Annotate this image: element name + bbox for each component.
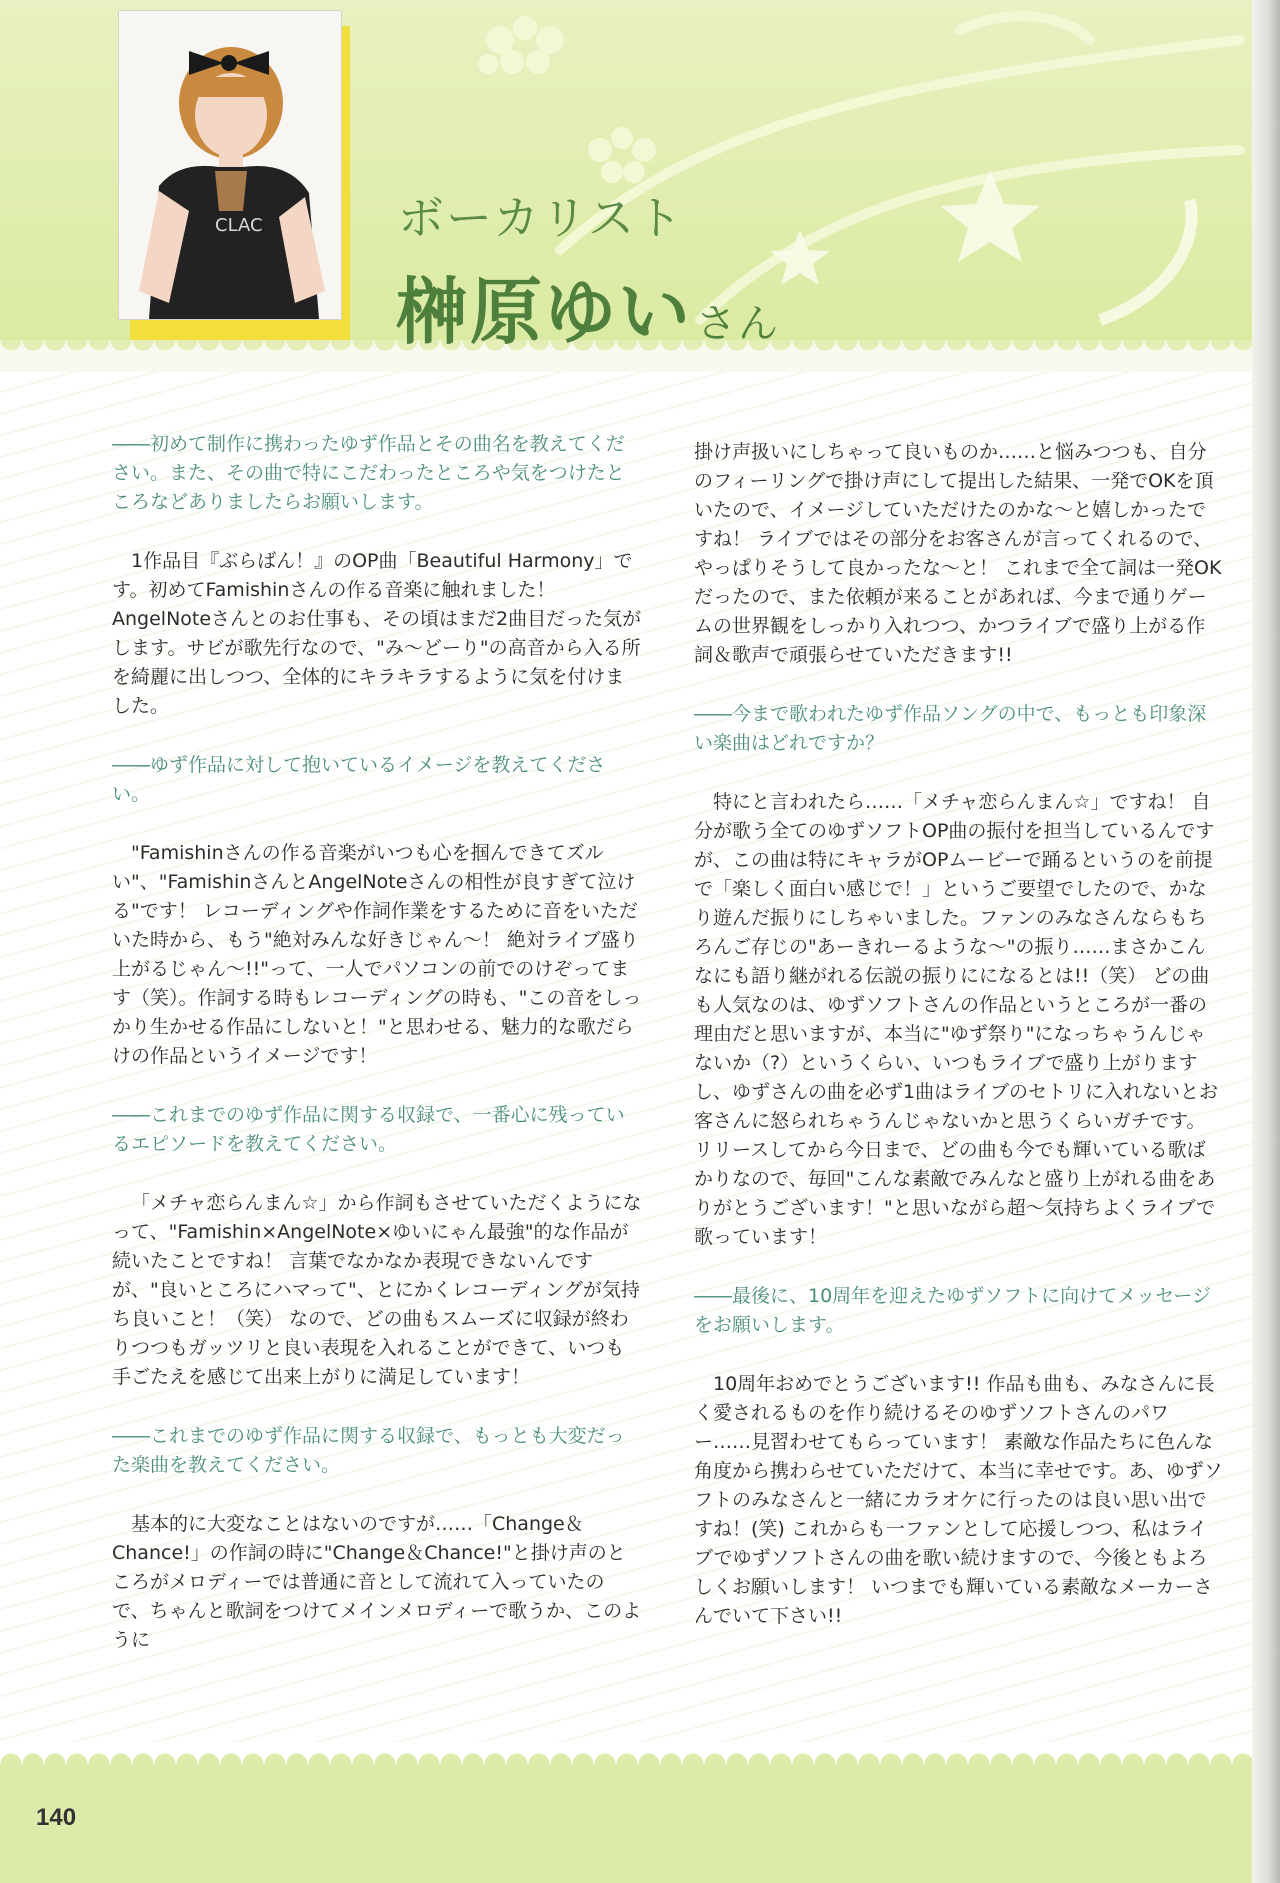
left-column — [112, 430, 642, 1685]
interview-answer: 10周年おめでとうございます!! 作品も曲も、みなさんに長く愛されるものを作り続けるそのゆずソフトさんのパワー……見習わせてもらっています！ 素敵な作品たちに色んな角度から携わらせていただけて、本当に幸せです。あ、ゆずソフトのみなさんと一緒にカラオケに行ったのは良い思い出ですね！(笑) これからも一ファンとして応援しつつ、私はライブでゆずソフトさんの曲を歌い続けますので、今後ともよろしくお願いします！ いつまでも輝いている素敵なメーカーさんでいて下さい!! — [694, 1373, 1223, 1627]
interview-answer: 1作品目『ぶらばん！』のOP曲「Beautiful Harmony」です。初めてFamishinさんの作る音楽に触れました！ AngelNoteさんとのお仕事も、その頃はまだ2曲目だった気がします。サビが歌先行なので、"み～どーり"の高音から入る所を綺麗に出しつつ、全体的にキラキラするように気を付けました。 — [112, 550, 642, 717]
photo-shirt-text: CLAC — [215, 215, 263, 236]
interview-answer: "Famishinさんの作る音楽がいつも心を掴んできてズルい"、"FamishinさんとAngelNoteさんの相性が良すぎて泣ける"です！ レコーディングや作詞作業をするために音をいただいた時から、もう"絶対みんな好きじゃん～！ 絶対ライブ盛り上がるじゃん～!!"って、一人でパソコンの前でのけぞってます（笑）。作詞する時もレコーディングの時も、"この音をしっかり生かせる作品にしないと！"と思わせる、魅力的な歌だらけの作品というイメージです！ — [112, 842, 642, 1067]
vocalist-name — [396, 254, 780, 358]
interview-answer: 基本的に大変なことはないのですが……「Change＆Chance!」の作詞の時に"Change＆Chance!"と掛け声のところがメロディーでは普通に音として流れて入っていたので、ちゃんと歌詞をつけてメインメロディーで歌うか、このように — [112, 1513, 642, 1651]
interview-question: ――初めて制作に携わったゆず作品とその曲名を教えてください。また、その曲で特にこだわったところや気をつけたところなどありましたらお願いします。 — [112, 433, 625, 513]
interview-question: ――これまでのゆず作品に関する収録で、もっとも大変だった楽曲を教えてください。 — [112, 1425, 625, 1476]
role-title: ボーカリスト — [398, 191, 685, 245]
interview-question: ――最後に、10周年を迎えたゆずソフトに向けてメッセージをお願いします。 — [694, 1285, 1212, 1336]
page-number: 140 — [36, 1804, 77, 1831]
vocalist-photo — [118, 10, 342, 320]
interview-answer: 特にと言われたら……「メチャ恋らんまん☆」ですね！ 自分が歌う全てのゆずソフトOP曲の振付を担当しているんですが、この曲は特にキャラがOPムービーで踊るというのを前提で「楽しく面白い感じで！」というご要望でしたので、かなり遊んだ振りにしちゃいました。ファンのみなさんならもちろんご存じの"あーきれーるような～"の振り……まさかこんなにも語り継がれる伝説の振りにになるとは!!（笑） どの曲も人気なのは、ゆずソフトさんの作品というところが一番の理由だと思いますが、本当に"ゆず祭り"になっちゃうんじゃないか（?）というくらい、いつもライブで盛り上がりますし、ゆずさんの曲を必ず1曲はライブのセトリに入れないとお客さんに怒られちゃうんじゃないかと思うくらいガチです。リリースしてから今日まで、どの曲も今でも輝いている歌ばかりなので、毎回"こんな素敵でみんなと盛り上がれる曲をありがとうございます！"と思いながら超～気持ちよくライブで歌っています！ — [694, 791, 1218, 1248]
interview-answer: 「メチャ恋らんまん☆」から作詞もさせていただくようになって、"Famishin×AngelNote×ゆいにゃん最強"的な作品が続いたことですね！ 言葉でなかなか表現できないんですが、"良いところにハマって"、とにかくレコーディングが気持ち良いこと！（笑） なので、どの曲もスムーズに収録が終わりつつもガッツリと良い表現を入れることができて、いつも手ごたえを感じて出来上がりに満足しています！ — [112, 1192, 642, 1388]
footer-scallop-border — [0, 1742, 1280, 1764]
interview-question: ――ゆず作品に対して抱いているイメージを教えてください。 — [112, 754, 606, 805]
vocalist-photo-illustration — [119, 11, 341, 319]
interview-question: ――今まで歌われたゆず作品ソングの中で、もっとも印象深い楽曲はどれですか？ — [694, 703, 1207, 754]
interview-answer-continued: 掛け声扱いにしちゃって良いものか……と悩みつつも、自分のフィーリングで掛け声にして提出した結果、一発でOKを頂いたので、イメージしていただけたのかな～と嬉しかったですね！ ライブではその部分をお客さんが言ってくれるので、やっぱりそうして良かったな～と！ これまで全て詞は一発OKだったので、また依頼が来ることがあれば、今まで通りゲームの世界観をしっかり入れつつ、かつライブで盛り上がる作詞＆歌声で頑張らせていただきます!! — [694, 441, 1222, 666]
vocalist-name-text: 榊原ゆい — [396, 269, 693, 354]
name-suffix: さん — [696, 301, 781, 347]
book-binding-edge — [1252, 0, 1280, 1883]
right-column — [694, 438, 1224, 1661]
interview-question: ――これまでのゆず作品に関する収録で、一番心に残っているエピソードを教えてください。 — [112, 1104, 625, 1155]
